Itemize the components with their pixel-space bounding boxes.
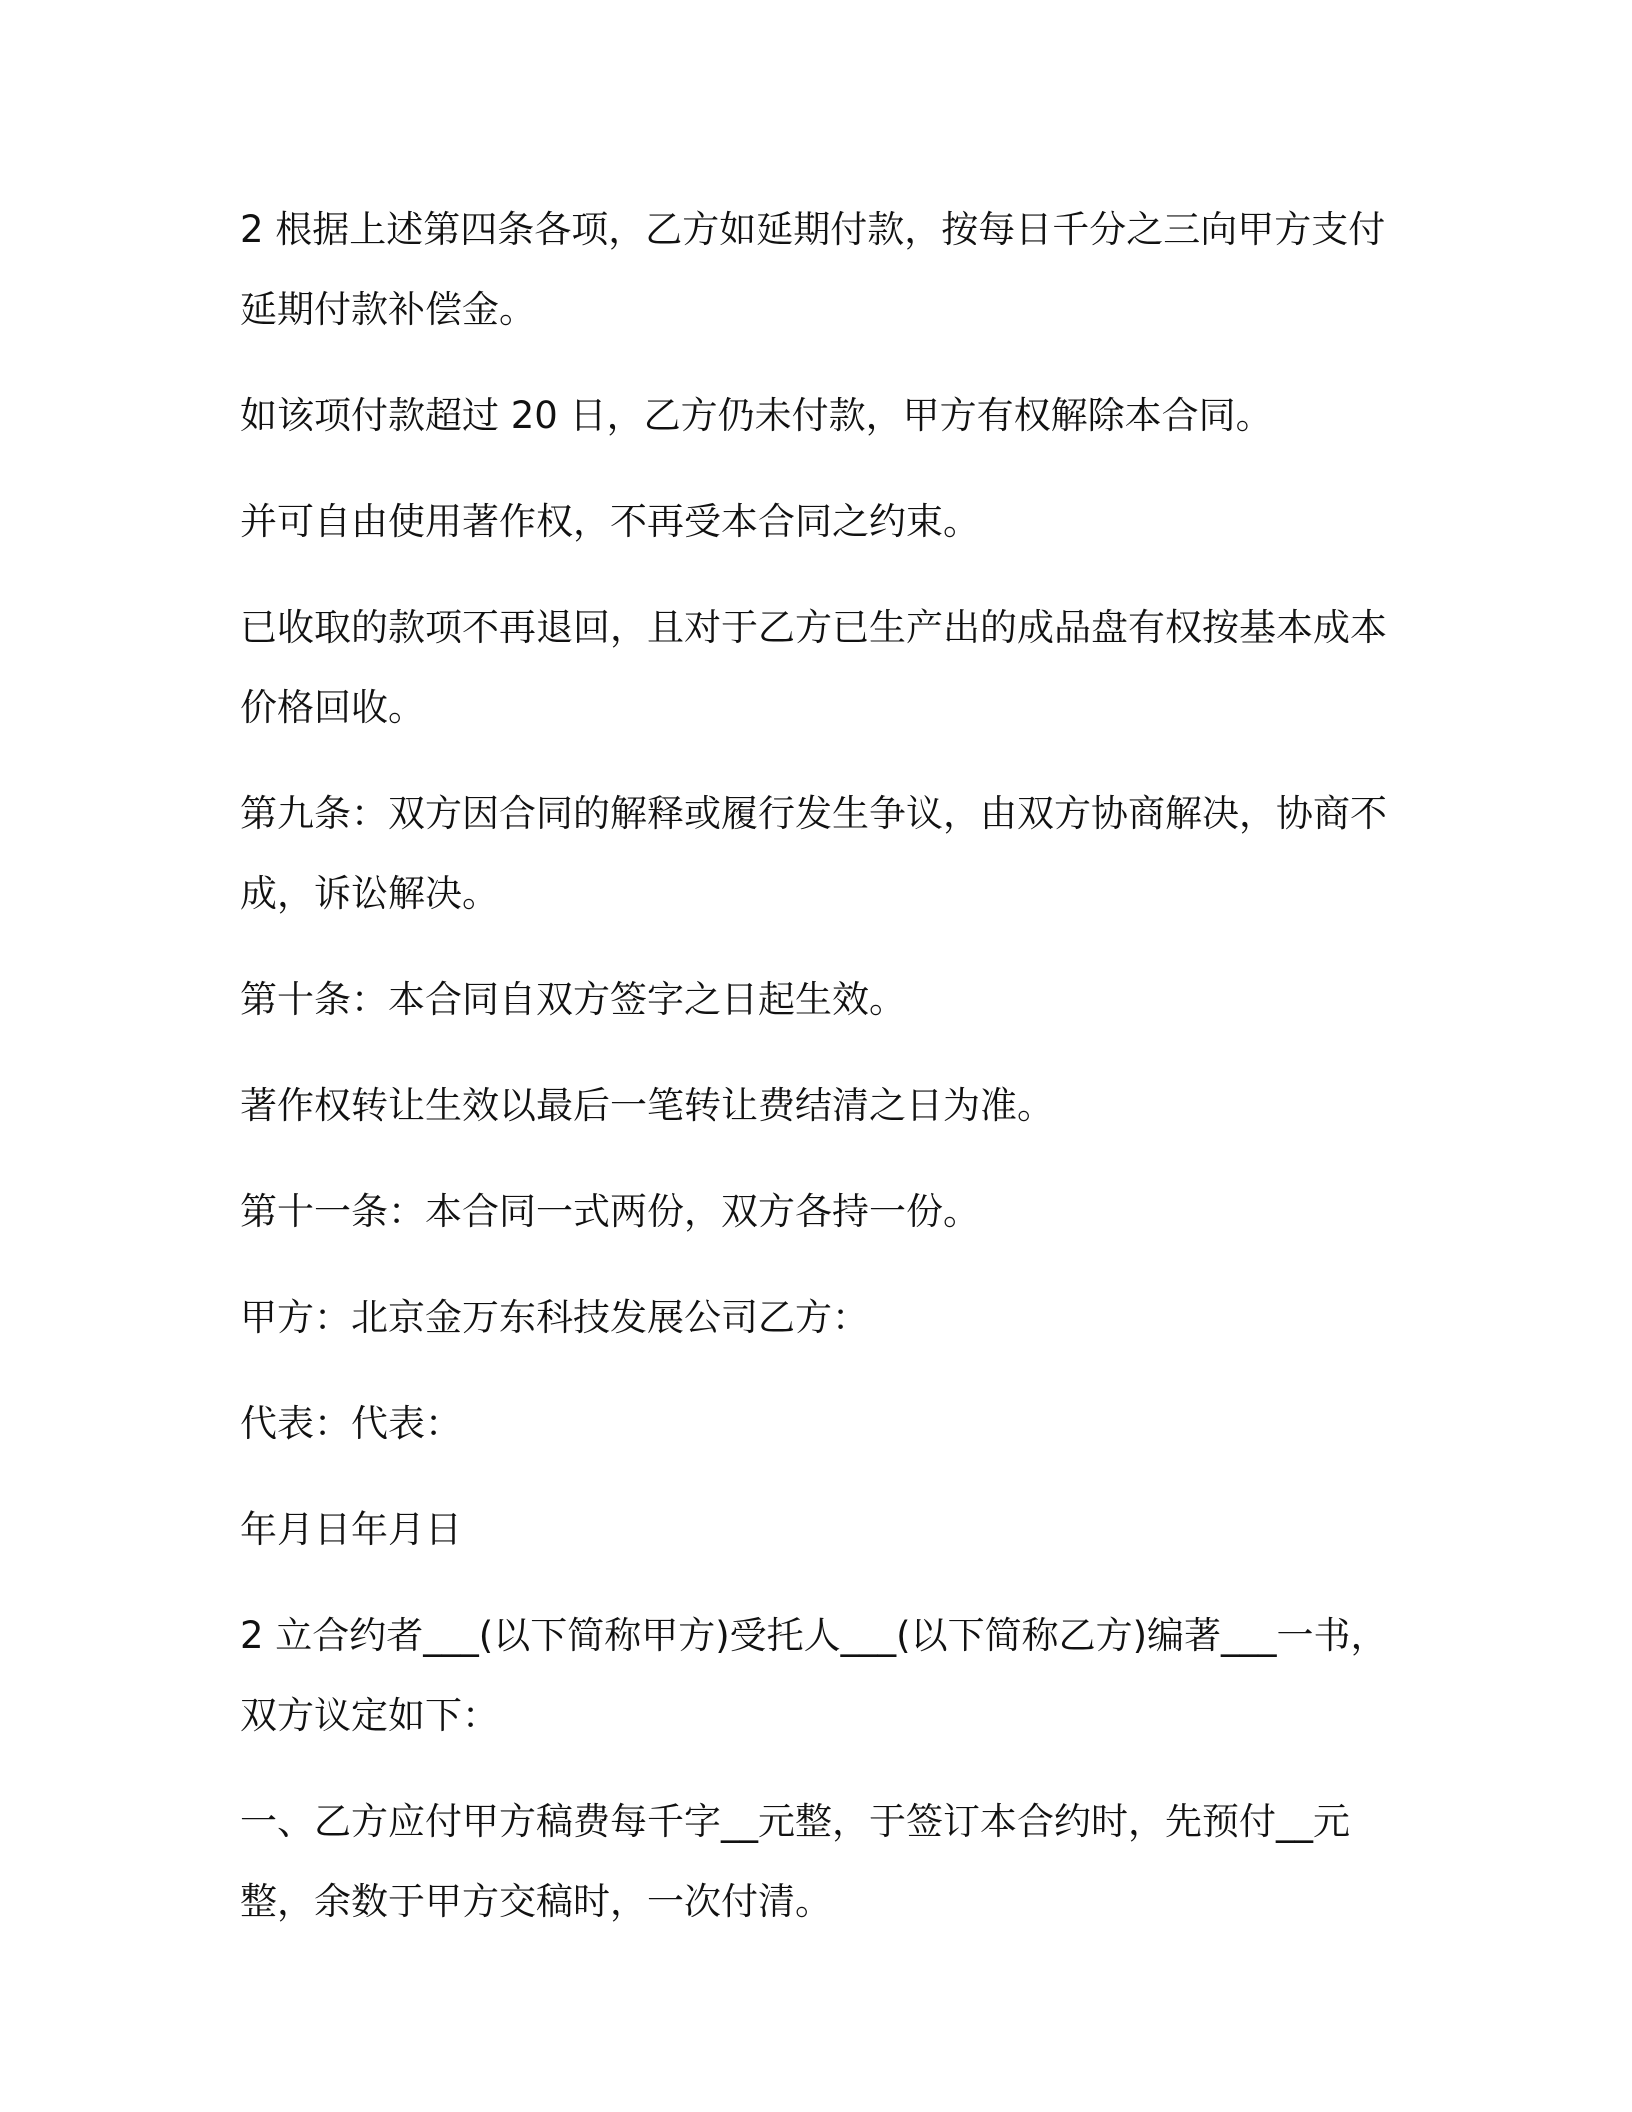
paragraph-no-refund: 已收取的款项不再退回，且对于乙方已生产出的成品盘有权按基本成本价格回收。 xyxy=(240,606,1387,729)
paragraph-article-10: 第十条：本合同自双方签字之日起生效。 xyxy=(240,978,906,1021)
paragraph-article-1-payment: 一、乙方应付甲方稿费每千字__元整，于签订本合约时，先预付__元整，余数于甲方交稿时，一次付清。 xyxy=(240,1800,1350,1923)
paragraph-representatives: 代表：代表： xyxy=(240,1402,462,1445)
paragraph-late-payment-compensation: 2 根据上述第四条各项，乙方如延期付款，按每日千分之三向甲方支付延期付款补偿金。 xyxy=(240,208,1386,331)
paragraph-dates: 年月日年月日 xyxy=(240,1508,462,1551)
paragraph-parties: 甲方：北京金万东科技发展公司乙方： xyxy=(240,1296,869,1339)
paragraph-copyright-effective: 著作权转让生效以最后一笔转让费结清之日为准。 xyxy=(240,1084,1054,1127)
paragraph-contract-2-intro: 2 立合约者___(以下简称甲方)受托人___(以下简称乙方)编著___一书，双方议定如下： xyxy=(240,1614,1388,1737)
paragraph-termination-right: 如该项付款超过 20 日，乙方仍未付款，甲方有权解除本合同。 xyxy=(240,394,1273,437)
paragraph-article-9: 第九条：双方因合同的解释或履行发生争议，由双方协商解决，协商不成，诉讼解决。 xyxy=(240,792,1387,915)
paragraph-free-use-copyright: 并可自由使用著作权，不再受本合同之约束。 xyxy=(240,500,980,543)
document-body xyxy=(240,190,1400,1968)
paragraph-article-11: 第十一条：本合同一式两份，双方各持一份。 xyxy=(240,1190,980,1233)
